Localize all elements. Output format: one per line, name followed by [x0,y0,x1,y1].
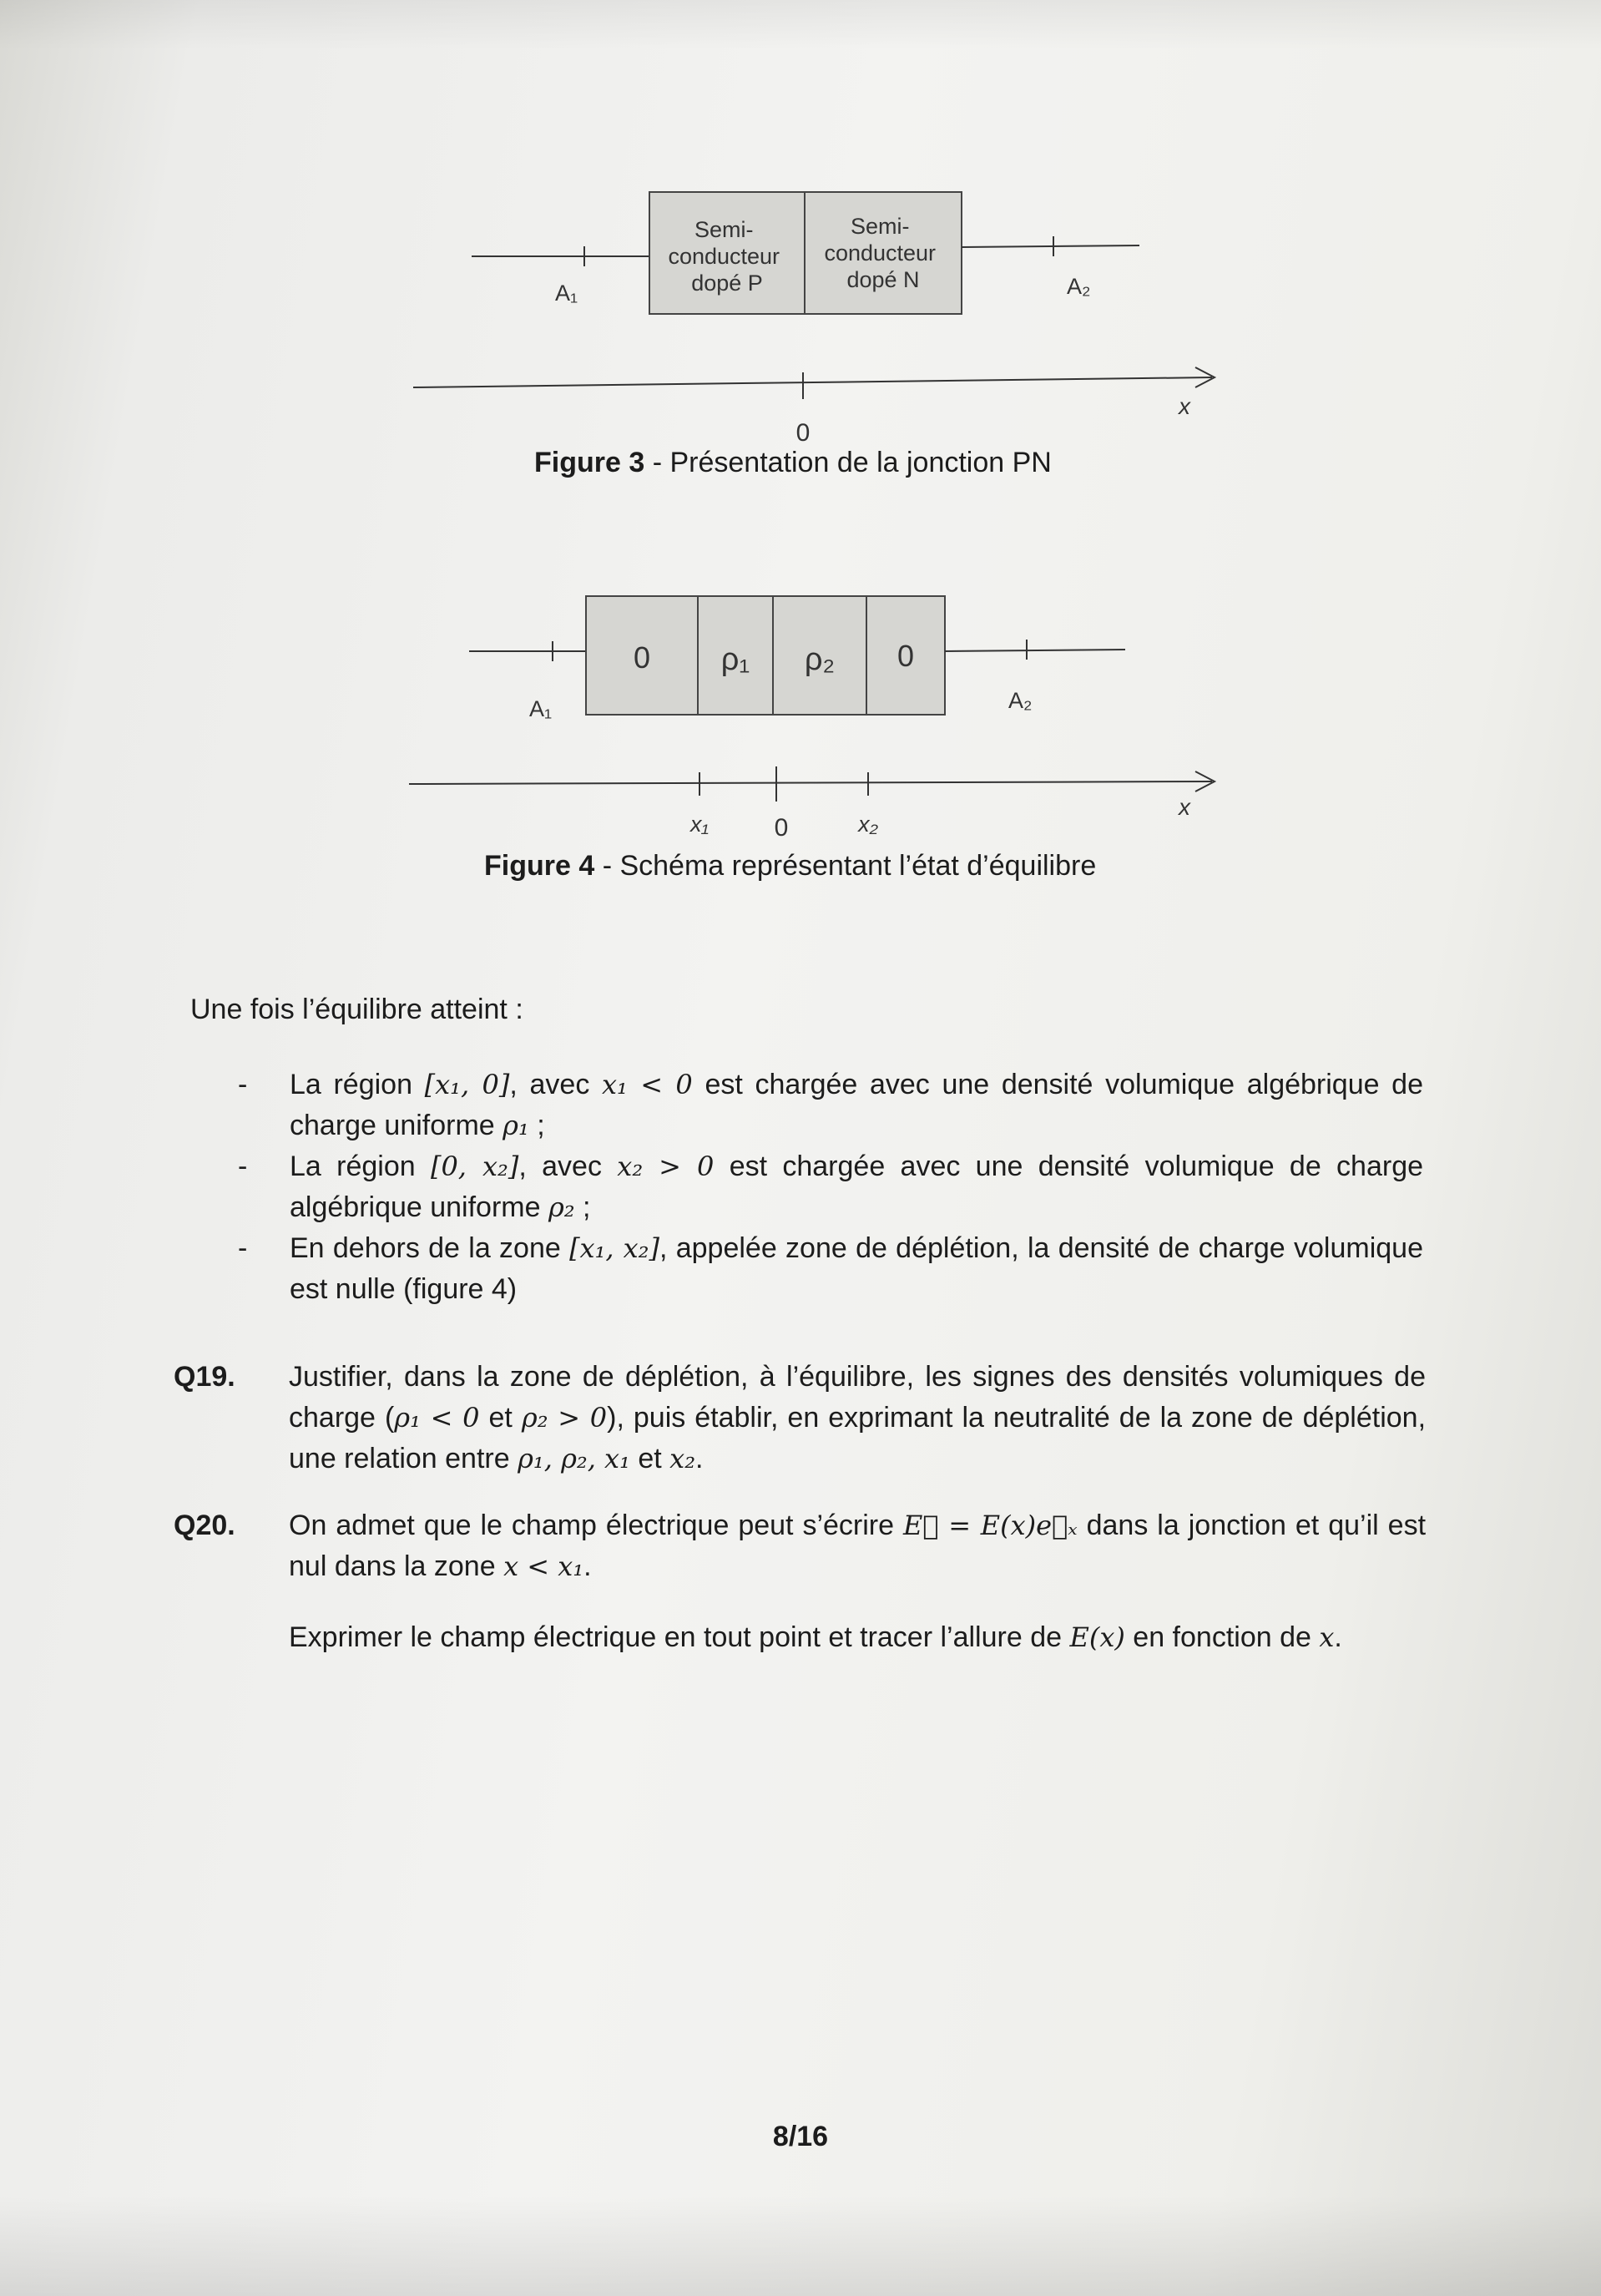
bullet-1-text-b: , avec [509,1069,602,1100]
fig3-axis-x-label: x [1179,393,1190,419]
fig3-box-n-line1: Semi- [850,214,910,239]
bullet-2-text-c: est chargée avec une densité volumique de charge algébrique uniforme [290,1151,1424,1223]
bullet-1-text-c: est chargée avec une densité volumique algébrique de charge uniforme [290,1069,1424,1141]
figure-3-caption-text: - Présentation de la jonction PN [644,447,1052,478]
question-19-number: Q19. [174,1361,235,1393]
bullet-2-text-a: La région [290,1151,431,1182]
bullet-1-math-rho: ρ₁ [503,1110,529,1141]
q20-instr-math-ex: E(x) [1069,1621,1125,1653]
fig4-label-a2: A₂ [1008,688,1033,713]
question-20-instruction [289,1617,1426,1658]
bullet-2-text-end: ; [574,1191,591,1223]
fig3-box-n-line3: dopé N [846,267,920,292]
bullet-2-math-interval: [0, x₂] [430,1151,519,1182]
figure-4-caption [484,850,1096,882]
figure-4-caption-text: - Schéma représentant l’état d’équilibre [594,850,1097,882]
fig4-wire-right [945,650,1125,651]
q19-math-rho2: ρ₂ > 0 [521,1402,608,1434]
bullet-3-text-b: , appelée zone de déplétion, la densité de charge volumique est nulle (figure 4) [290,1232,1423,1305]
fig4-tick-x2-label: x₂ [858,812,878,837]
q19-math-vars: ρ₁, ρ₂, x₁ [518,1443,630,1474]
q19-text-d: et [629,1443,670,1474]
list-item [238,1146,1423,1228]
q19-text-c: ), puis établir, en exprimant la neutralité de la zone de déplétion, une relation entre [289,1402,1427,1474]
list-item [238,1228,1423,1310]
question-19 [174,1357,1426,1479]
q20-text-b: dans la jonction et qu’il est nul dans la zone [289,1510,1427,1582]
fig3-box-p-line3: dopé P [691,271,763,296]
q20-text-end: . [583,1550,592,1582]
q20-instr-text-a: Exprimer le champ électrique en tout point et tracer l’allure de [289,1621,1070,1653]
fig3-label-a2: A₂ [1067,274,1091,299]
q20-instr-text-end: . [1334,1621,1342,1653]
q20-text-a: On admet que le champ électrique peut s’écrire [289,1510,903,1541]
conditions-list [238,1065,1423,1310]
fig3-box-p-line1: Semi- [694,217,754,242]
q20-math-zone: x < x₁ [503,1550,584,1582]
page-shadow-bottom [0,2196,1601,2296]
bullet-1-text-a: La région [290,1069,425,1100]
fig4-cell-4-label: 0 [896,639,915,673]
q19-text-a: Justifier, dans la zone de déplétion, à l’équilibre, les signes des densités volumiques de charge ( [289,1361,1426,1434]
q19-math-rho1: ρ₁ < 0 [394,1402,480,1434]
fig4-axis-x-label: x [1179,794,1190,820]
fig3-box-n-line2: conducteur [824,240,937,266]
q19-text-end: . [695,1443,704,1474]
q20-instr-text-b: en fonction de [1124,1621,1320,1653]
fig3-axis-zero-label: 0 [795,419,811,447]
q19-math-x2: x₂ [669,1443,696,1474]
bullet-3-text-a: En dehors de la zone [290,1232,570,1264]
page-number: 8/16 [772,2121,829,2152]
fig4-cell-3-label: ρ₂ [804,642,836,677]
fig4-cell-1-label: 0 [633,640,651,675]
bullet-1-math-interval: [x₁, 0] [424,1069,510,1100]
bullet-2-math-condition: x₂ > 0 [617,1151,715,1182]
bullet-2-math-rho: ρ₂ [548,1191,575,1223]
intro-text: Une fois l’équilibre atteint : [190,994,523,1025]
question-20 [174,1505,1426,1658]
question-20-number: Q20. [174,1510,235,1541]
fig3-box-p-line2: conducteur [668,244,780,269]
list-item [238,1065,1423,1146]
figure-3-caption-number: Figure 3 [534,447,645,478]
fig4-tick-zero-label: 0 [774,814,789,842]
fig4-cell-2-label: ρ₁ [720,642,750,677]
bullet-2-text-b: , avec [518,1151,618,1182]
q20-math-field: E⃗ = E(x)e⃗ₓ [903,1510,1078,1541]
figure-3-caption [534,447,1052,479]
fig4-x-axis [409,781,1212,784]
bullet-1-math-condition: x₁ < 0 [601,1069,693,1100]
question-20-text [289,1505,1426,1587]
fig3-label-a1: A₁ [555,281,578,306]
fig3-wire-right [962,245,1139,247]
figure-4-caption-number: Figure 4 [484,850,595,882]
bullet-3-math-interval: [x₁, x₂] [569,1232,659,1264]
q19-text-b: et [479,1402,522,1434]
question-19-text [289,1357,1426,1479]
bullet-1-text-end: ; [528,1110,545,1141]
fig3-x-axis [413,377,1212,387]
fig4-tick-x1-label: x₁ [689,812,710,837]
q20-instr-math-x: x [1319,1621,1335,1653]
fig4-label-a1: A₁ [529,696,553,721]
